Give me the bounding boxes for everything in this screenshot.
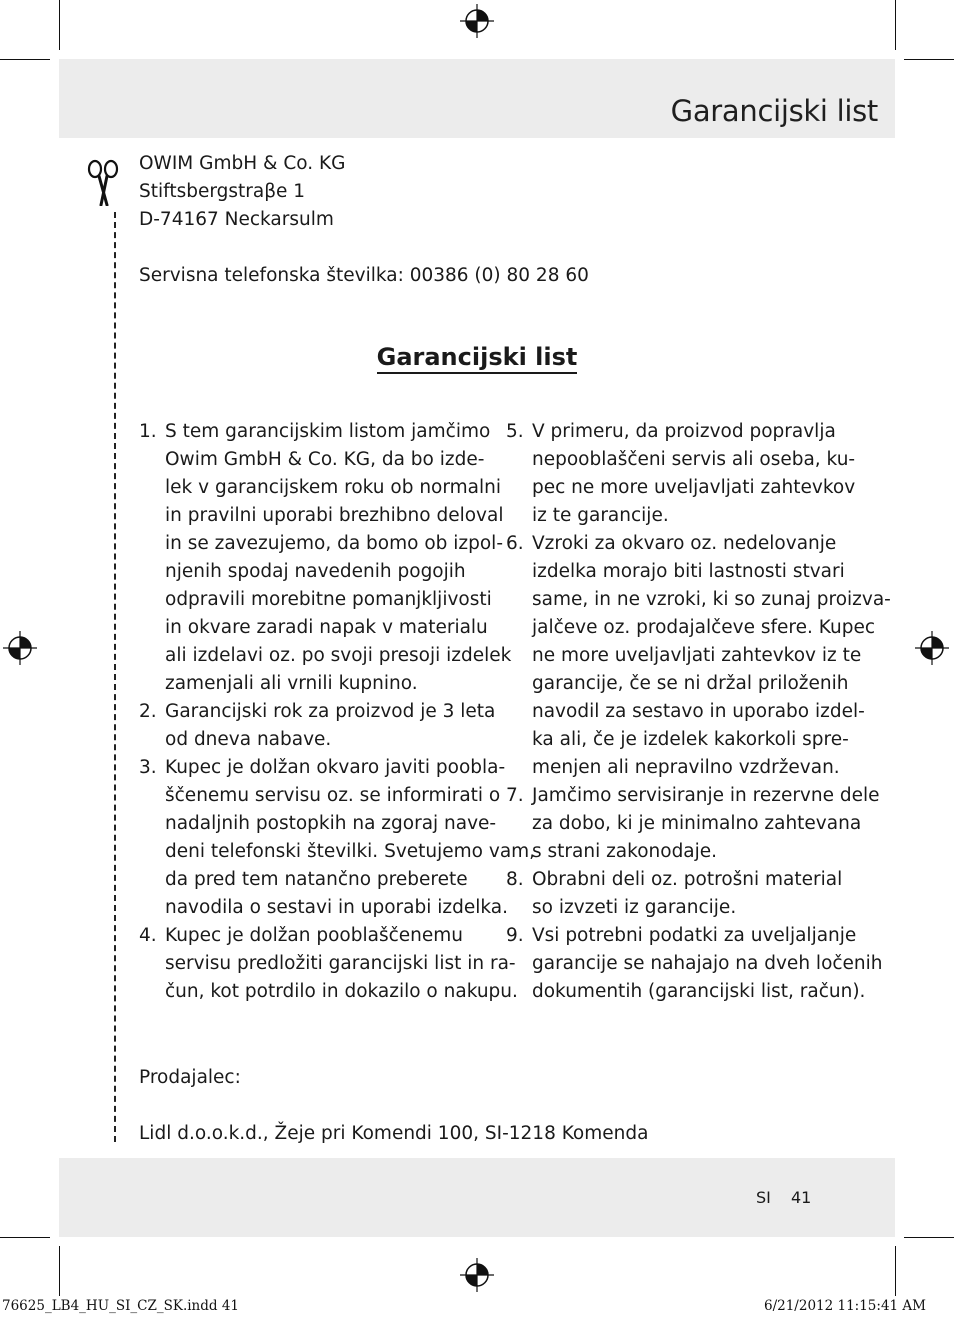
list-item-number: 5. bbox=[506, 421, 524, 442]
seller-label: Prodajalec: bbox=[139, 1067, 241, 1088]
list-item-line: garancije se nahajajo na dveh ločenih bbox=[532, 953, 883, 974]
list-item-number: 4. bbox=[139, 925, 157, 946]
list-item-line: jalčeve oz. prodajalčeve sfere. Kupec bbox=[532, 617, 875, 638]
language-code: SI bbox=[756, 1188, 771, 1207]
crop-mark bbox=[904, 59, 954, 60]
list-item bbox=[506, 530, 891, 782]
address-line: OWIM GmbH & Co. KG bbox=[139, 153, 346, 174]
list-item-line: Vzroki za okvaro oz. nedelovanje bbox=[532, 533, 837, 554]
list-item-text bbox=[165, 698, 495, 754]
list-item-line: same, in ne vzroki, ki so zunaj proizva- bbox=[532, 589, 891, 610]
list-item-line: nadaljnih postopkih na zgoraj nave- bbox=[165, 813, 497, 834]
list-item-line: zamenjali ali vrnili kupnino. bbox=[165, 673, 418, 694]
list-item-number: 2. bbox=[139, 701, 157, 722]
list-item-text bbox=[532, 418, 855, 530]
list-item-text bbox=[532, 530, 891, 782]
list-item-line: njenih spodaj navedenih pogojih bbox=[165, 561, 466, 582]
list-item bbox=[139, 754, 536, 922]
list-item-line: Jamčimo servisiranje in rezervne dele bbox=[532, 785, 880, 806]
terms-column-left bbox=[139, 418, 536, 1006]
crop-mark bbox=[59, 0, 60, 50]
list-item-line: garancije, če se ni držal priloženih bbox=[532, 673, 849, 694]
list-item-line: Vsi potrebni podatki za uveljaljanje bbox=[532, 925, 857, 946]
page-number: 41 bbox=[791, 1188, 812, 1207]
list-item-line: V primeru, da proizvod popravlja bbox=[532, 421, 836, 442]
company-address bbox=[139, 150, 346, 234]
list-item-line: ka ali, če je izdelek kakorkoli spre- bbox=[532, 729, 849, 750]
list-item-line: navodila o sestavi in uporabi izdelka. bbox=[165, 897, 508, 918]
list-item-line: lek v garancijskem roku ob normalni bbox=[165, 477, 502, 498]
list-item-line: navodil za sestavo in uporabo izdel- bbox=[532, 701, 865, 722]
registration-mark-icon bbox=[915, 631, 949, 665]
list-item-line: nepooblaščeni servis ali oseba, ku- bbox=[532, 449, 856, 470]
list-item-text bbox=[165, 922, 518, 1006]
list-item-number: 7. bbox=[506, 785, 524, 806]
list-item-line: Garancijski rok za proizvod je 3 leta bbox=[165, 701, 496, 722]
address-line: Stiftsbergstraβe 1 bbox=[139, 181, 306, 202]
list-item-line: za dobo, ki je minimalno zahtevana bbox=[532, 813, 862, 834]
list-item-number: 9. bbox=[506, 925, 524, 946]
list-item-line: Obrabni deli oz. potrošni material bbox=[532, 869, 843, 890]
list-item-line: pec ne more uveljavljati zahtevkov bbox=[532, 477, 856, 498]
list-item bbox=[139, 418, 512, 698]
list-item-text bbox=[532, 866, 851, 922]
list-item-line: servisu predložiti garancijski list in ra- bbox=[165, 953, 516, 974]
list-item-line: Kupec je dolžan pooblaščenemu bbox=[165, 925, 464, 946]
list-item-line: deni telefonski številki. Svetujemo vam, bbox=[165, 841, 536, 862]
list-item-text bbox=[165, 418, 511, 698]
list-item-line: S tem garancijskim listom jamčimo bbox=[165, 421, 491, 442]
registration-mark-icon bbox=[460, 4, 494, 38]
terms-column-right bbox=[506, 418, 891, 1006]
registration-mark-icon bbox=[3, 631, 37, 665]
crop-mark bbox=[0, 59, 50, 60]
list-item-line: in okvare zaradi napak v materialu bbox=[165, 617, 488, 638]
list-item-line: Kupec je dolžan okvaro javiti poobla- bbox=[165, 757, 506, 778]
crop-mark bbox=[895, 0, 896, 50]
list-item-line: ali izdelavi oz. po svoji presoji izdelek bbox=[165, 645, 512, 666]
list-item-line: so izvzeti iz garancije. bbox=[532, 897, 737, 918]
crop-mark bbox=[59, 1246, 60, 1296]
list-item bbox=[139, 698, 496, 754]
section-title: Garancijski list bbox=[0, 343, 954, 371]
list-item-line: in se zavezujemo, da bomo ob izpol- bbox=[165, 533, 503, 554]
list-item-number: 1. bbox=[139, 421, 157, 442]
list-item bbox=[506, 782, 880, 866]
list-item-line: Owim GmbH & Co. KG, da bo izde- bbox=[165, 449, 485, 470]
address-line: D-74167 Neckarsulm bbox=[139, 209, 334, 230]
list-item-text bbox=[532, 922, 883, 1006]
list-item bbox=[506, 866, 851, 922]
list-item-line: s strani zakonodaje. bbox=[532, 841, 718, 862]
list-item bbox=[506, 418, 856, 530]
list-item-line: in pravilni uporabi brezhibno deloval bbox=[165, 505, 504, 526]
crop-mark bbox=[904, 1237, 954, 1238]
list-item bbox=[139, 922, 518, 1006]
list-item-text bbox=[165, 754, 535, 922]
list-item-number: 3. bbox=[139, 757, 157, 778]
slug-timestamp: 6/21/2012 11:15:41 AM bbox=[763, 1298, 926, 1314]
list-item-line: menjen ali nepravilno vzdrževan. bbox=[532, 757, 840, 778]
seller-address: Lidl d.o.o.k.d., Žeje pri Komendi 100, SI-1218 Komenda bbox=[139, 1123, 649, 1144]
registration-mark-icon bbox=[460, 1258, 494, 1292]
list-item-line: dokumentih (garancijski list, račun). bbox=[532, 981, 866, 1002]
crop-mark bbox=[895, 1246, 896, 1296]
list-item-line: ščenemu servisu oz. se informirati o bbox=[165, 785, 501, 806]
list-item-line: izdelka morajo biti lastnosti stvari bbox=[532, 561, 845, 582]
page-title: Garancijski list bbox=[670, 94, 878, 128]
list-item-line: da pred tem natančno preberete bbox=[165, 869, 468, 890]
service-phone: Servisna telefonska številka: 00386 (0) 80 28 60 bbox=[139, 265, 589, 286]
list-item-line: čun, kot potrdilo in dokazilo o nakupu. bbox=[165, 981, 518, 1002]
scissors-icon bbox=[86, 158, 120, 206]
list-item-line: odpravili morebitne pomanjkljivosti bbox=[165, 589, 492, 610]
list-item-number: 6. bbox=[506, 533, 524, 554]
list-item-line: iz te garancije. bbox=[532, 505, 669, 526]
list-item-line: ne more uveljavljati zahtevkov iz te bbox=[532, 645, 862, 666]
list-item-number: 8. bbox=[506, 869, 524, 890]
list-item-text bbox=[532, 782, 880, 866]
crop-mark bbox=[0, 1237, 50, 1238]
slug-filename: 76625_LB4_HU_SI_CZ_SK.indd 41 bbox=[2, 1298, 240, 1314]
list-item bbox=[506, 922, 883, 1006]
list-item-line: od dneva nabave. bbox=[165, 729, 332, 750]
